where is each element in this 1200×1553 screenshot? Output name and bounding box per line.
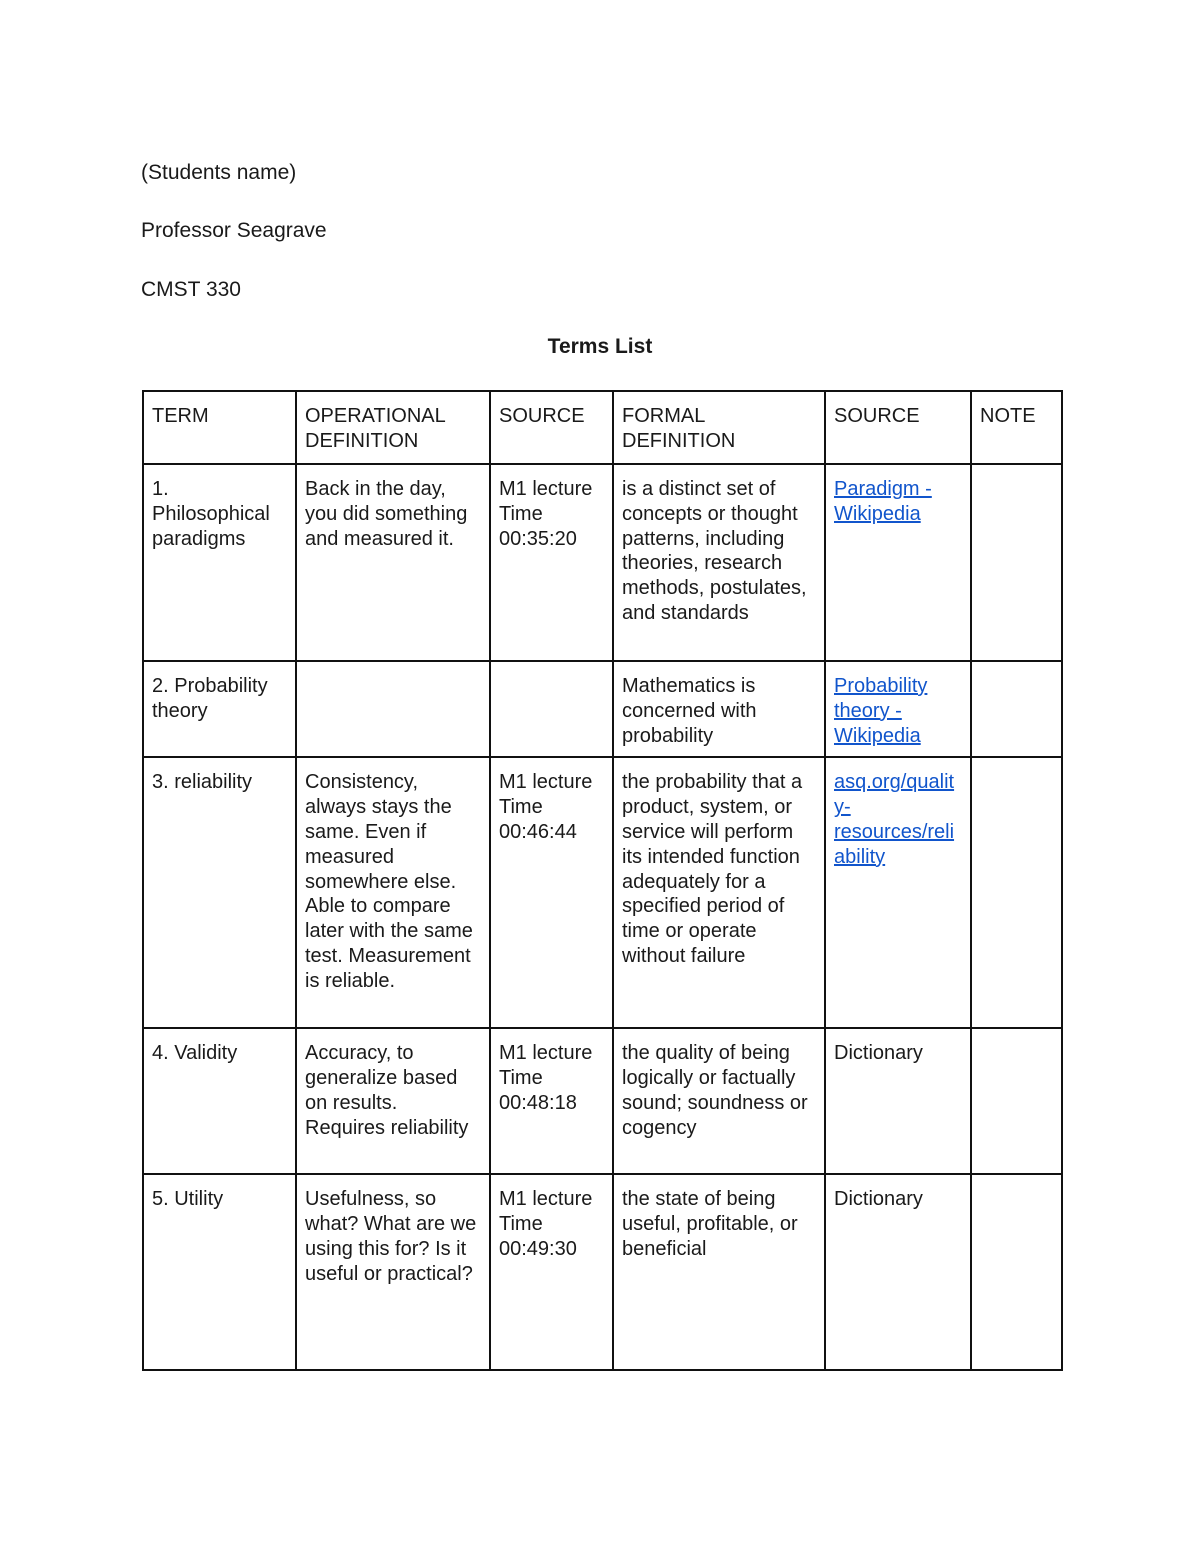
operational-definition-cell — [296, 661, 490, 757]
professor-name: Professor Seagrave — [141, 219, 327, 242]
formal-source-cell — [825, 464, 971, 661]
operational-definition-cell: Usefulness, so what? What are we using this for? Is it useful or practical? — [296, 1174, 490, 1370]
operational-source-cell: M1 lecture Time 00:46:44 — [490, 757, 613, 1028]
asq-reliability-link[interactable]: asq.org/quality-resources/reliability — [834, 771, 955, 868]
probability-theory-wikipedia-link[interactable]: Probability theory - Wikipedia — [834, 675, 928, 747]
formal-source-cell: Dictionary — [825, 1028, 971, 1174]
formal-definition-cell: the probability that a product, system, or service will perform its intended function adequately for a specified period of time or operate without failure — [613, 757, 825, 1028]
formal-source-cell — [825, 757, 971, 1028]
student-name: (Students name) — [141, 161, 297, 184]
operational-definition-cell: Back in the day, you did something and measured it. — [296, 464, 490, 661]
table-row — [143, 661, 1062, 757]
term-cell: 4. Validity — [143, 1028, 296, 1174]
column-header-operational-definition: OPERATIONAL DEFINITION — [296, 391, 490, 464]
table-row — [143, 757, 1062, 1028]
operational-source-cell: M1 lecture Time 00:48:18 — [490, 1028, 613, 1174]
table-row — [143, 1028, 1062, 1174]
formal-definition-cell: the quality of being logically or factually sound; soundness or cogency — [613, 1028, 825, 1174]
note-cell — [971, 1174, 1062, 1370]
table-row — [143, 464, 1062, 661]
course-code: CMST 330 — [141, 278, 241, 301]
terms-table — [142, 390, 1063, 1371]
note-cell — [971, 1028, 1062, 1174]
note-cell — [971, 464, 1062, 661]
operational-definition-cell: Accuracy, to generalize based on results. Requires reliability — [296, 1028, 490, 1174]
formal-definition-cell: the state of being useful, profitable, or beneficial — [613, 1174, 825, 1370]
formal-source-cell — [825, 661, 971, 757]
table-row — [143, 1174, 1062, 1370]
column-header-formal-source: SOURCE — [825, 391, 971, 464]
column-header-note: NOTE — [971, 391, 1062, 464]
term-cell: 2. Probability theory — [143, 661, 296, 757]
formal-definition-cell: is a distinct set of concepts or thought patterns, including theories, research methods, postulates, and standards — [613, 464, 825, 661]
operational-source-cell — [490, 661, 613, 757]
operational-source-cell: M1 lecture Time 00:49:30 — [490, 1174, 613, 1370]
formal-source-cell: Dictionary — [825, 1174, 971, 1370]
column-header-formal-definition: FORMAL DEFINITION — [613, 391, 825, 464]
page-title: Terms List — [547, 335, 653, 358]
operational-definition-cell: Consistency, always stays the same. Even if measured somewhere else. Able to compare later with the same test. Measurement is reliable. — [296, 757, 490, 1028]
column-header-term: TERM — [143, 391, 296, 464]
formal-definition-cell: Mathematics is concerned with probability — [613, 661, 825, 757]
column-header-source: SOURCE — [490, 391, 613, 464]
note-cell — [971, 757, 1062, 1028]
paradigm-wikipedia-link[interactable]: Paradigm - Wikipedia — [834, 478, 932, 525]
table-header-row — [143, 391, 1062, 464]
term-cell: 5. Utility — [143, 1174, 296, 1370]
term-cell: 3. reliability — [143, 757, 296, 1028]
term-cell: 1. Philosophical paradigms — [143, 464, 296, 661]
note-cell — [971, 661, 1062, 757]
operational-source-cell: M1 lecture Time 00:35:20 — [490, 464, 613, 661]
